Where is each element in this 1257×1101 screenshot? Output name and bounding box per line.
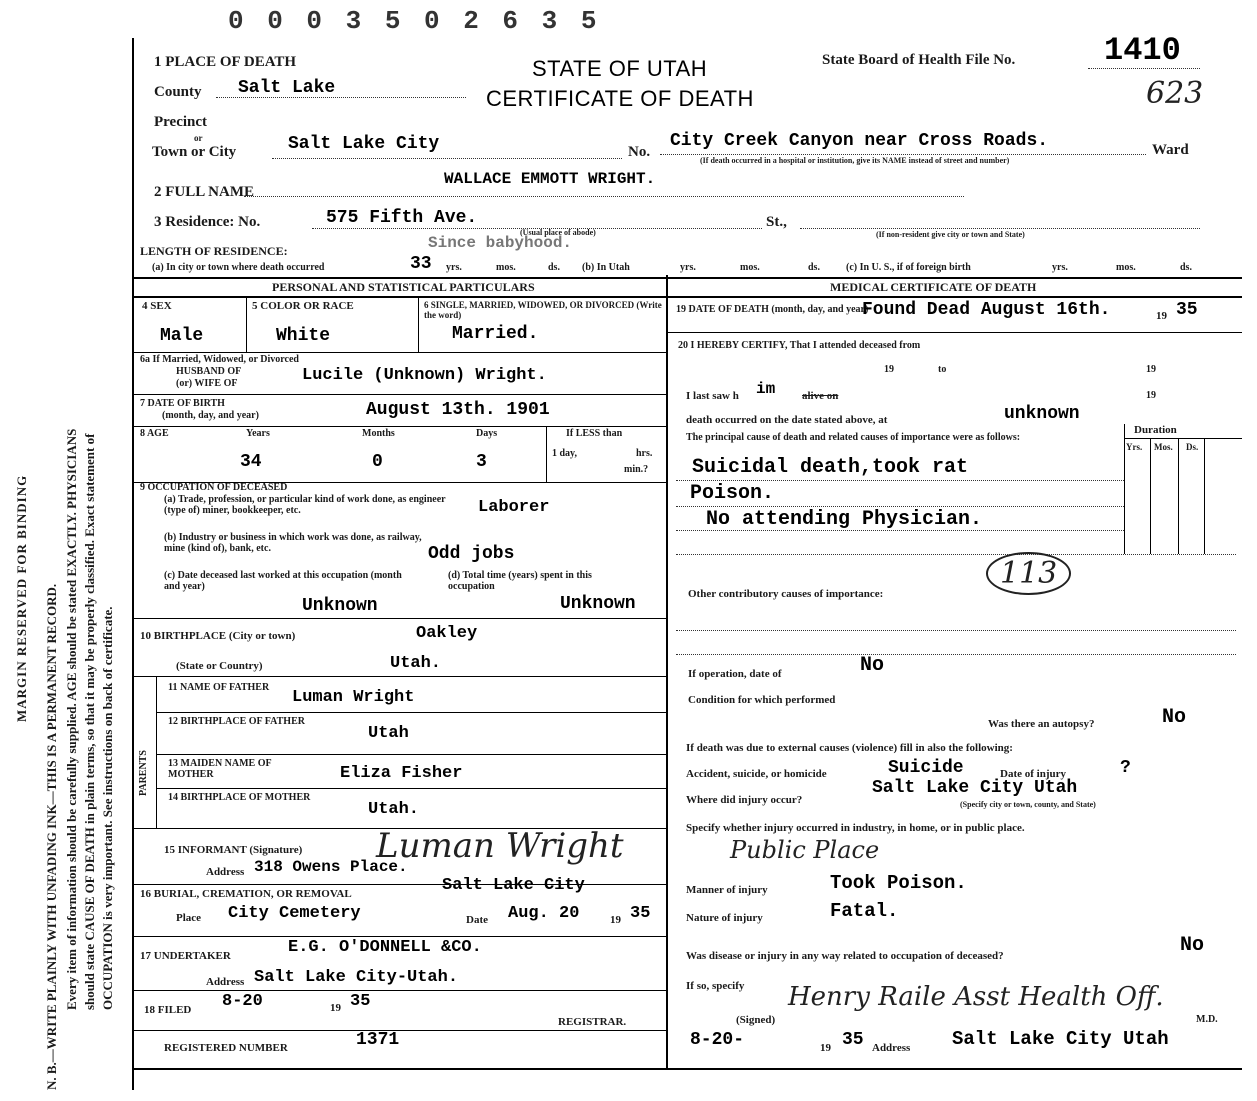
dob-rule (132, 426, 666, 427)
registrar-label: REGISTRAR. (558, 1016, 627, 1028)
dod-label: 19 DATE OF DEATH (month, day, and year) (676, 304, 869, 315)
accident-label: Accident, suicide, or homicide (686, 768, 827, 780)
dob-value: August 13th. 1901 (366, 400, 550, 420)
age-label: 8 AGE (140, 428, 169, 439)
to-label: to (938, 364, 947, 375)
margin-binding: MARGIN RESERVED FOR BINDING (14, 474, 29, 722)
file-no-line (1088, 68, 1200, 69)
us-label: (c) In U. S., if of foreign birth (846, 262, 971, 273)
signed-address: Salt Lake City Utah (952, 1028, 1169, 1050)
burial-year-prefix: 19 (610, 914, 621, 926)
occ-related-label: Was disease or injury in any way related to occupation of deceased? (686, 950, 1004, 962)
utah-label: (b) In Utah (582, 262, 630, 273)
total-d: (d) Total time (years) spent in this occupation (448, 570, 592, 592)
file-no-label: State Board of Health File No. (822, 52, 1016, 68)
medical-heading-rule (666, 296, 1242, 298)
birthplace-label: 10 BIRTHPLACE (City or town) (140, 630, 296, 642)
margin-line3: OCCUPATION is very important. See instructions on back of certificate. (100, 606, 115, 1010)
last-c: (c) Date deceased last worked at this occupation (month and year) (164, 570, 402, 592)
hospital-note: (If death occurred in a hospital or institution, give its NAME instead of street and number) (700, 156, 1010, 165)
age-days: 3 (476, 452, 487, 472)
sex-label: 4 SEX (142, 300, 172, 312)
hrs-label: hrs. (636, 448, 653, 459)
nature-label: Nature of injury (686, 912, 763, 924)
last-saw-label: I last saw h (686, 390, 739, 402)
burial-city: Salt Lake City (442, 876, 585, 895)
no-label: No. (628, 144, 651, 160)
reg-no-value: 1371 (356, 1030, 400, 1050)
age-years: 34 (240, 452, 262, 472)
certify-text: 20 I HEREBY CERTIFY, That I attended deceased from (678, 340, 921, 351)
city-years: 33 (410, 254, 432, 274)
street-line (660, 154, 1146, 155)
marital-rule (132, 352, 666, 353)
where-note: (Specify city or town, county, and State) (960, 800, 1096, 809)
dur-yrs: Yrs. (1126, 442, 1143, 452)
filed-year: 35 (350, 992, 371, 1011)
document-title: STATE OF UTAH (532, 56, 708, 81)
mother-label: 13 MAIDEN NAME OF MOTHER (168, 758, 272, 780)
day-label: 1 day, (552, 448, 578, 459)
county-value: Salt Lake (238, 78, 336, 98)
industry-value: Odd jobs (428, 544, 515, 564)
town-value: Salt Lake City (288, 134, 440, 154)
total-time: Unknown (560, 594, 636, 614)
full-name-value: WALLACE EMMOTT WRIGHT. (444, 170, 656, 188)
occ-a: (a) Trade, profession, or particular kind of work done, as engineer (type of) miner, bookkeeper, etc. (164, 494, 446, 516)
birthplace-rule (132, 676, 666, 677)
occ-value: Laborer (478, 498, 550, 517)
undertaker-address: Salt Lake City-Utah. (254, 968, 459, 987)
alive-on-label: alive on (802, 390, 839, 402)
res-mos-3: mos. (1116, 262, 1136, 273)
burial-label: 16 BURIAL, CREMATION, OR REMOVAL (140, 888, 352, 900)
ind-b: (b) Industry or business in which work was done, as railway, mine (kind of), bank, etc. (164, 532, 422, 554)
age-months: 0 (372, 452, 383, 472)
parents-label: PARENTS (138, 750, 149, 796)
spouse-label-2: HUSBAND OF (176, 366, 242, 377)
informant-label: 15 INFORMANT (Signature) (164, 844, 303, 856)
injury-date-label: Date of injury (1000, 768, 1066, 780)
sex-color-divider (246, 296, 247, 352)
full-name-label: 2 FULL NAME (154, 184, 255, 200)
undertaker-address-label: Address (206, 976, 245, 988)
last-worked: Unknown (302, 596, 378, 616)
birthplace-value: Oakley (416, 624, 478, 643)
informant-signature: Luman Wright (376, 826, 624, 866)
burial-place: City Cemetery (228, 904, 361, 923)
dob-label: 7 DATE OF BIRTH (140, 398, 225, 409)
certify-year-prefix-2: 19 (1146, 364, 1156, 375)
burial-year: 35 (630, 904, 651, 923)
cause-line-3 (676, 530, 1124, 531)
mother-rule (156, 788, 666, 789)
manner-label: Manner of injury (686, 884, 768, 896)
birth-state-label: (State or Country) (176, 660, 263, 672)
cause-line-2 (676, 506, 1124, 507)
dod-year: 35 (1176, 300, 1198, 320)
res-yrs-2: yrs. (680, 262, 696, 273)
sex-value: Male (160, 326, 204, 346)
usual-note: (Usual place of abode) (520, 228, 596, 237)
mother-value: Eliza Fisher (340, 764, 463, 783)
informant-address-label: Address (206, 866, 245, 878)
cause-label: The principal cause of death and related causes of importance were as follows: (686, 432, 1021, 443)
res-ds-2: ds. (808, 262, 820, 273)
filed-year-prefix: 19 (330, 1002, 341, 1014)
other-causes-label: Other contributory causes of importance: (688, 588, 884, 600)
personal-heading-rule (132, 296, 666, 298)
autopsy-value: No (1162, 706, 1187, 729)
cause-2: Poison. (690, 482, 775, 505)
where-label: Where did injury occur? (686, 794, 803, 806)
spouse-rule (132, 394, 666, 395)
condition-label: Condition for which performed (688, 694, 836, 706)
other-line-1 (676, 630, 1236, 631)
undertaker-rule (132, 990, 666, 991)
ward-label: Ward (1152, 142, 1189, 158)
occ-related-value: No (1180, 934, 1205, 957)
cause-code: 113 (986, 552, 1071, 595)
burial-date-label: Date (466, 914, 488, 926)
mother-bp-value: Utah. (368, 800, 420, 819)
filed-value: 8-20 (222, 992, 263, 1011)
other-line-2 (676, 654, 1236, 655)
street-value: City Creek Canyon near Cross Roads. (670, 131, 1049, 151)
county-line (216, 97, 466, 98)
res-yrs-3: yrs. (1052, 262, 1068, 273)
autopsy-label: Was there an autopsy? (988, 718, 1095, 730)
personal-heading: PERSONAL AND STATISTICAL PARTICULARS (272, 280, 535, 294)
occ-rule (132, 618, 666, 619)
marital-value: Married. (452, 324, 539, 344)
injury-date-value: ? (1120, 758, 1131, 778)
reg-no-label: REGISTERED NUMBER (164, 1042, 288, 1054)
cause-line-1 (676, 480, 1124, 481)
undertaker-value: E.G. O'DONNELL &CO. (288, 938, 482, 957)
parents-divider (156, 676, 157, 828)
mother-bp-label: 14 BIRTHPLACE OF MOTHER (168, 792, 311, 803)
signed-date: 8-20- (690, 1030, 745, 1050)
days-label: Days (476, 428, 498, 439)
bottom-border (132, 1068, 1242, 1070)
medical-heading: MEDICAL CERTIFICATE OF DEATH (830, 280, 1037, 294)
specify-label: Specify whether injury occurred in industry, in home, or in public place. (686, 822, 1025, 834)
specify-value: Public Place (730, 836, 880, 864)
where-value: Salt Lake City Utah (872, 778, 1078, 798)
min-label: min.? (624, 464, 649, 475)
spouse-label-1: 6a If Married, Widowed, or Divorced (140, 354, 299, 365)
certify-year-prefix-1: 19 (884, 364, 894, 375)
manner-value: Took Poison. (830, 872, 967, 894)
occ-label: 9 OCCUPATION OF DECEASED (140, 482, 288, 493)
if-so-label: If so, specify (686, 980, 745, 992)
father-label: 11 NAME OF FATHER (168, 682, 270, 693)
physician-signature: Henry Raile Asst Health Off. (788, 982, 1164, 1012)
years-label: Years (246, 428, 270, 439)
city-label: (a) In city or town where death occurred (152, 262, 325, 273)
duration-col-4 (1204, 438, 1205, 554)
cause-line-4 (676, 554, 1236, 555)
county-label: County (154, 84, 202, 100)
signed-year: 35 (842, 1030, 864, 1050)
informant-address: 318 Owens Place. (254, 858, 408, 876)
res-mos-1: mos. (496, 262, 516, 273)
res-ds-3: ds. (1180, 262, 1192, 273)
file-no: 1410 (1104, 32, 1181, 69)
father-rule (156, 712, 666, 713)
color-label: 5 COLOR OR RACE (252, 300, 354, 312)
occurred-label: death occurred on the date stated above, at (686, 414, 888, 426)
signed-label: (Signed) (736, 1014, 776, 1026)
duration-col-1 (1124, 424, 1125, 554)
nature-value: Fatal. (830, 900, 899, 922)
residence-label: 3 Residence: No. (154, 214, 261, 230)
father-bp-value: Utah (368, 724, 409, 743)
document-subtitle: CERTIFICATE OF DEATH (486, 86, 754, 111)
serial-number: 0 0 0 3 5 0 2 6 3 5 (228, 6, 601, 36)
burial-date: Aug. 20 (508, 904, 580, 923)
dod-value: Found Dead August 16th. (862, 300, 1111, 320)
undertaker-label: 17 UNDERTAKER (140, 950, 231, 962)
informant-rule (132, 884, 666, 885)
nonres-note: (If non-resident give city or town and State) (876, 230, 1025, 239)
length-label: LENGTH OF RESIDENCE: (140, 244, 288, 258)
full-name-line (244, 196, 964, 197)
death-time: unknown (1004, 404, 1080, 424)
duration-col-2 (1150, 438, 1151, 554)
res-ds-1: ds. (548, 262, 560, 273)
dod-rule (666, 332, 1242, 333)
st-line (800, 228, 1200, 229)
duration-col-3 (1178, 438, 1179, 554)
town-line (272, 158, 622, 159)
filed-label: 18 FILED (144, 1004, 192, 1016)
place-heading: 1 PLACE OF DEATH (154, 54, 297, 70)
duration-rule (1124, 438, 1242, 439)
margin-line2: should state CAUSE OF DEATH in plain terms, so that it may be properly classified. Exact statement of (82, 433, 97, 1010)
age-divider (546, 426, 547, 482)
margin-line1: Every item of information should be carefully supplied. AGE should be stated EXACTLY. PHYSICIANS (64, 428, 79, 1010)
burial-rule (132, 936, 666, 937)
spouse-label-3: (or) WIFE OF (176, 378, 238, 389)
burial-place-label: Place (176, 912, 202, 924)
last-saw-year-prefix: 19 (1146, 390, 1156, 401)
res-yrs-1: yrs. (446, 262, 462, 273)
less-label: If LESS than (566, 428, 623, 439)
last-saw-fill: im (756, 380, 776, 398)
accident-value: Suicide (888, 758, 964, 778)
st-label: St., (766, 214, 787, 230)
since-value: Since babyhood. (428, 234, 573, 252)
town-label: Town or City (152, 144, 237, 160)
residence-value: 575 Fifth Ave. (326, 208, 478, 228)
dur-ds: Ds. (1186, 442, 1199, 452)
operation-value: No (860, 654, 885, 677)
duration-label: Duration (1134, 424, 1177, 436)
dur-mos: Mos. (1154, 442, 1173, 452)
margin-nb: N. B.—WRITE PLAINLY WITH UNFADING INK—THIS IS A PERMANENT RECORD. (44, 583, 59, 1090)
months-label: Months (362, 428, 395, 439)
local-no: 623 (1146, 76, 1204, 111)
signed-year-prefix: 19 (820, 1042, 831, 1054)
marital-label: 6 SINGLE, MARRIED, WIDOWED, OR DIVORCED (Write the word) (424, 300, 662, 320)
cause-3: No attending Physician. (706, 508, 983, 531)
cause-1: Suicidal death,took rat (692, 456, 969, 479)
father-bp-rule (156, 754, 666, 755)
father-bp-label: 12 BIRTHPLACE OF FATHER (168, 716, 305, 727)
section-top-rule (132, 277, 1242, 279)
res-mos-2: mos. (740, 262, 760, 273)
left-border (132, 38, 134, 1090)
spouse-value: Lucile (Unknown) Wright. (302, 366, 547, 385)
operation-label: If operation, date of (688, 668, 782, 680)
father-value: Luman Wright (292, 688, 415, 707)
external-label: If death was due to external causes (violence) fill in also the following: (686, 742, 1013, 754)
birth-state-value: Utah. (390, 654, 442, 673)
precinct-label: Precinct (154, 114, 208, 130)
color-value: White (276, 326, 331, 346)
dob-sub: (month, day, and year) (162, 410, 259, 421)
color-marital-divider (418, 296, 419, 352)
center-divider (666, 275, 668, 1070)
signed-address-label: Address (872, 1042, 911, 1054)
md-label: M.D. (1196, 1014, 1218, 1025)
or-label: or (194, 133, 203, 143)
dod-year-prefix: 19 (1156, 310, 1167, 322)
